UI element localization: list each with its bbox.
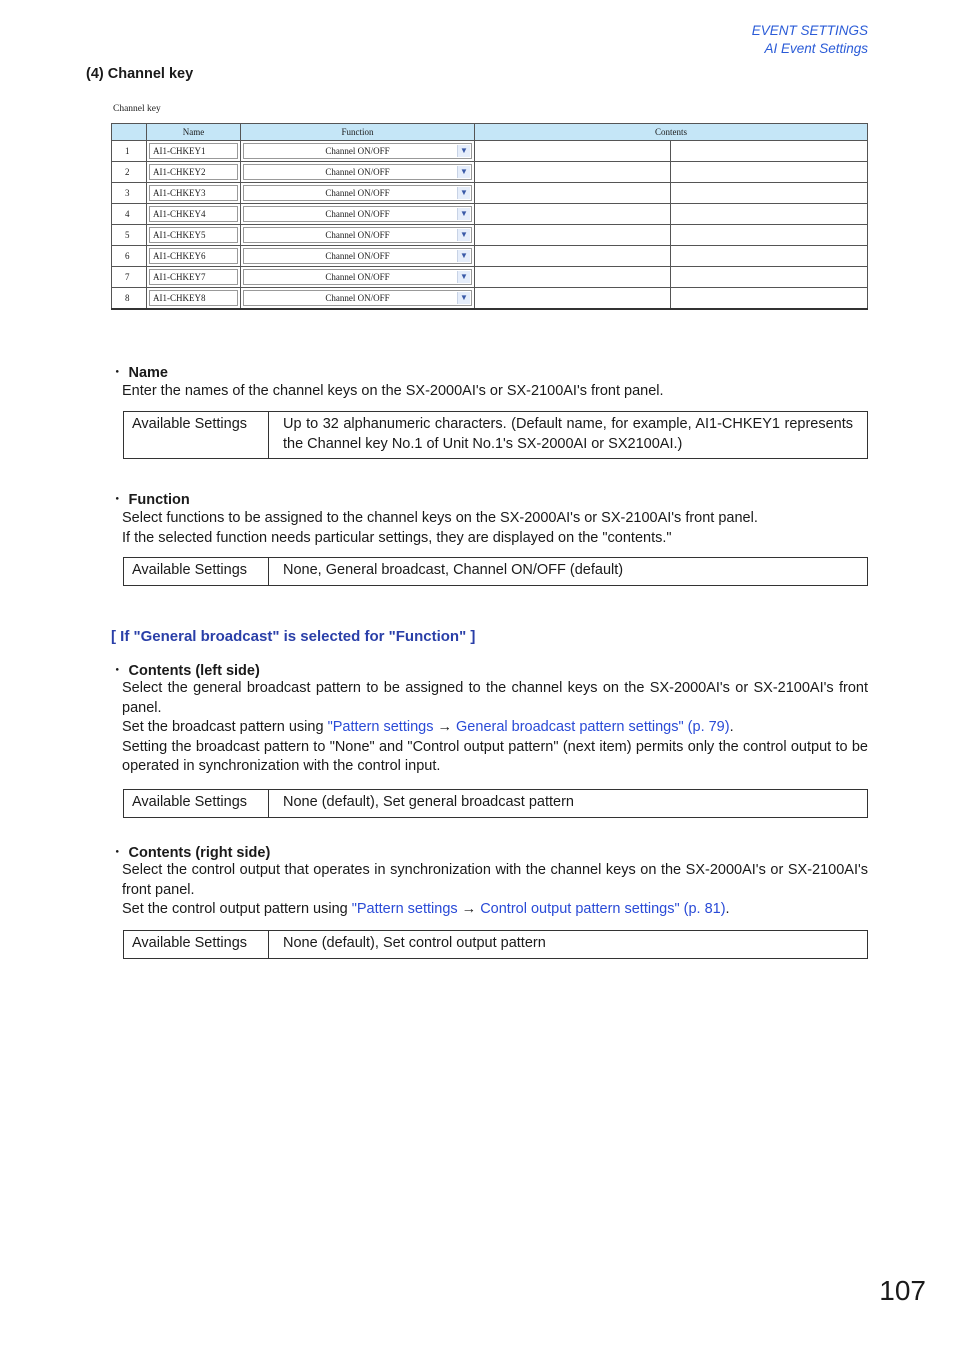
name-cell <box>147 225 241 246</box>
contents-left-cell <box>475 288 671 310</box>
function-cell <box>241 225 475 246</box>
general-broadcast-pattern-link[interactable]: General broadcast pattern settings" (p. 79) <box>456 719 730 735</box>
page-number: 107 <box>879 1275 926 1306</box>
function-cell <box>241 204 475 225</box>
name-cell <box>147 204 241 225</box>
contents-left-cell <box>475 267 671 288</box>
name-cell <box>147 141 241 162</box>
name-cell <box>147 246 241 267</box>
name-input[interactable]: AI1-CHKEY7 <box>149 269 238 285</box>
function-select[interactable] <box>243 248 472 264</box>
contents-left-cell <box>475 141 671 162</box>
contents-right-heading: ・ Contents (right side) <box>110 845 271 861</box>
settings-value: Up to 32 alphanumeric characters. (Default name, for example, AI1-CHKEY1 represents the Channel key No.1 of Unit No.1's SX-2000AI or SX2100AI.) <box>269 412 868 459</box>
function-select-value: Channel ON/OFF <box>325 251 390 261</box>
function-select[interactable] <box>243 143 472 159</box>
table-row <box>112 183 868 204</box>
row-number: 1 <box>112 141 147 162</box>
name-input[interactable]: AI1-CHKEY4 <box>149 206 238 222</box>
function-select[interactable] <box>243 185 472 201</box>
name-item-heading: ・ Name <box>110 365 168 381</box>
chevron-down-icon[interactable]: ▼ <box>457 250 470 262</box>
table-row <box>112 204 868 225</box>
contents-right-cell <box>671 141 868 162</box>
function-cell <box>241 246 475 267</box>
settings-value: None (default), Set general broadcast pattern <box>269 790 868 818</box>
row-number: 5 <box>112 225 147 246</box>
contents-right-cell <box>671 267 868 288</box>
function-select-value: Channel ON/OFF <box>325 209 390 219</box>
contents-left-cell <box>475 183 671 204</box>
settings-value: None, General broadcast, Channel ON/OFF (default) <box>269 558 868 586</box>
chevron-down-icon[interactable]: ▼ <box>457 292 470 304</box>
contents-left-heading: ・ Contents (left side) <box>110 663 260 679</box>
function-select-value: Channel ON/OFF <box>325 272 390 282</box>
table-row <box>112 246 868 267</box>
name-input[interactable]: AI1-CHKEY6 <box>149 248 238 264</box>
settings-label: Available Settings <box>124 412 269 459</box>
table-row <box>112 141 868 162</box>
pattern-settings-link[interactable]: "Pattern settings <box>327 719 434 735</box>
row-number: 4 <box>112 204 147 225</box>
function-cell <box>241 141 475 162</box>
pattern-settings-link[interactable]: "Pattern settings <box>351 901 458 917</box>
row-number: 6 <box>112 246 147 267</box>
contents-right-cell <box>671 225 868 246</box>
column-header-name: Name <box>147 124 241 141</box>
function-cell <box>241 267 475 288</box>
function-select-value: Channel ON/OFF <box>325 230 390 240</box>
function-select-value: Channel ON/OFF <box>325 146 390 156</box>
contents-right-cell <box>671 204 868 225</box>
contents-left-title: Contents (left side) <box>128 663 260 679</box>
contents-right-description: Select the control output that operates in synchronization with the channel keys on the SX-2000AI's or SX-2100AI's front panel. Set the control output pattern using "Pattern settings → Control output pattern settings" (p. 81). <box>122 862 868 917</box>
chevron-down-icon[interactable]: ▼ <box>457 145 470 157</box>
function-item-heading: ・ Function <box>110 492 190 508</box>
contents-right-cell <box>671 183 868 204</box>
function-select[interactable] <box>243 269 472 285</box>
running-header-subsection: AI Event Settings <box>764 41 868 56</box>
function-settings-table <box>123 557 868 586</box>
function-select-value: Channel ON/OFF <box>325 293 390 303</box>
function-select[interactable] <box>243 290 472 306</box>
table-row <box>112 267 868 288</box>
function-cell <box>241 162 475 183</box>
settings-label: Available Settings <box>124 558 269 586</box>
name-input[interactable]: AI1-CHKEY8 <box>149 290 238 306</box>
column-header-number <box>112 124 147 141</box>
name-cell <box>147 162 241 183</box>
name-input[interactable]: AI1-CHKEY3 <box>149 185 238 201</box>
column-header-function: Function <box>241 124 475 141</box>
running-header-section: EVENT SETTINGS <box>751 23 868 38</box>
contents-left-cell <box>475 246 671 267</box>
name-input[interactable]: AI1-CHKEY2 <box>149 164 238 180</box>
function-cell <box>241 183 475 204</box>
contents-right-settings-table <box>123 930 868 959</box>
chevron-down-icon[interactable]: ▼ <box>457 187 470 199</box>
contents-right-title: Contents (right side) <box>128 845 271 861</box>
name-cell <box>147 267 241 288</box>
name-item-description: Enter the names of the channel keys on the SX-2000AI's or SX-2100AI's front panel. <box>122 383 664 399</box>
contents-left-settings-table <box>123 789 868 818</box>
settings-value: None (default), Set control output pattern <box>269 931 868 959</box>
function-item-title: Function <box>128 492 190 508</box>
contents-left-cell <box>475 204 671 225</box>
function-item-description: Select functions to be assigned to the channel keys on the SX-2000AI's or SX-2100AI's front panel. If the selected function needs particular settings, they are displayed on the "contents." <box>122 510 758 546</box>
contents-left-cell <box>475 225 671 246</box>
arrow-icon: → <box>461 901 477 917</box>
name-cell <box>147 288 241 310</box>
function-select-value: Channel ON/OFF <box>325 167 390 177</box>
table-row <box>112 162 868 183</box>
function-select[interactable] <box>243 164 472 180</box>
chevron-down-icon[interactable]: ▼ <box>457 229 470 241</box>
chevron-down-icon[interactable]: ▼ <box>457 208 470 220</box>
table-row <box>112 225 868 246</box>
name-cell <box>147 183 241 204</box>
table-header-row <box>112 124 868 141</box>
function-select[interactable] <box>243 206 472 222</box>
row-number: 7 <box>112 267 147 288</box>
contents-right-cell <box>671 162 868 183</box>
table-row <box>112 288 868 310</box>
contents-right-cell <box>671 246 868 267</box>
chevron-down-icon[interactable]: ▼ <box>457 271 470 283</box>
row-number: 8 <box>112 288 147 310</box>
settings-label: Available Settings <box>124 790 269 818</box>
function-select[interactable] <box>243 227 472 243</box>
channel-key-table <box>111 123 868 310</box>
column-header-contents: Contents <box>475 124 868 141</box>
section-title: (4) Channel key <box>86 66 194 82</box>
contents-left-cell <box>475 162 671 183</box>
function-cell <box>241 288 475 310</box>
row-number: 2 <box>112 162 147 183</box>
settings-label: Available Settings <box>124 931 269 959</box>
function-select-value: Channel ON/OFF <box>325 188 390 198</box>
chevron-down-icon[interactable]: ▼ <box>457 166 470 178</box>
contents-right-cell <box>671 288 868 310</box>
name-input[interactable]: AI1-CHKEY5 <box>149 227 238 243</box>
contents-left-description: Select the general broadcast pattern to be assigned to the channel keys on the SX-2000AI's or SX-2100AI's front panel. Set the broadcast pattern using "Pattern settings → General broadcast pattern settings" (p. 79). Setting the broadcast pattern to "None" and "Control output pattern" (next item) permits only the control output to be operated in synchronization with the control input. <box>122 680 868 774</box>
row-number: 3 <box>112 183 147 204</box>
name-item-title: Name <box>128 365 168 381</box>
control-output-pattern-link[interactable]: Control output pattern settings" (p. 81) <box>480 901 726 917</box>
arrow-icon: → <box>437 719 452 735</box>
general-broadcast-subheading: [ If "General broadcast" is selected for "Function" ] <box>111 628 476 645</box>
name-settings-table <box>123 411 868 459</box>
name-input[interactable]: AI1-CHKEY1 <box>149 143 238 159</box>
screenshot-caption: Channel key <box>113 104 161 114</box>
